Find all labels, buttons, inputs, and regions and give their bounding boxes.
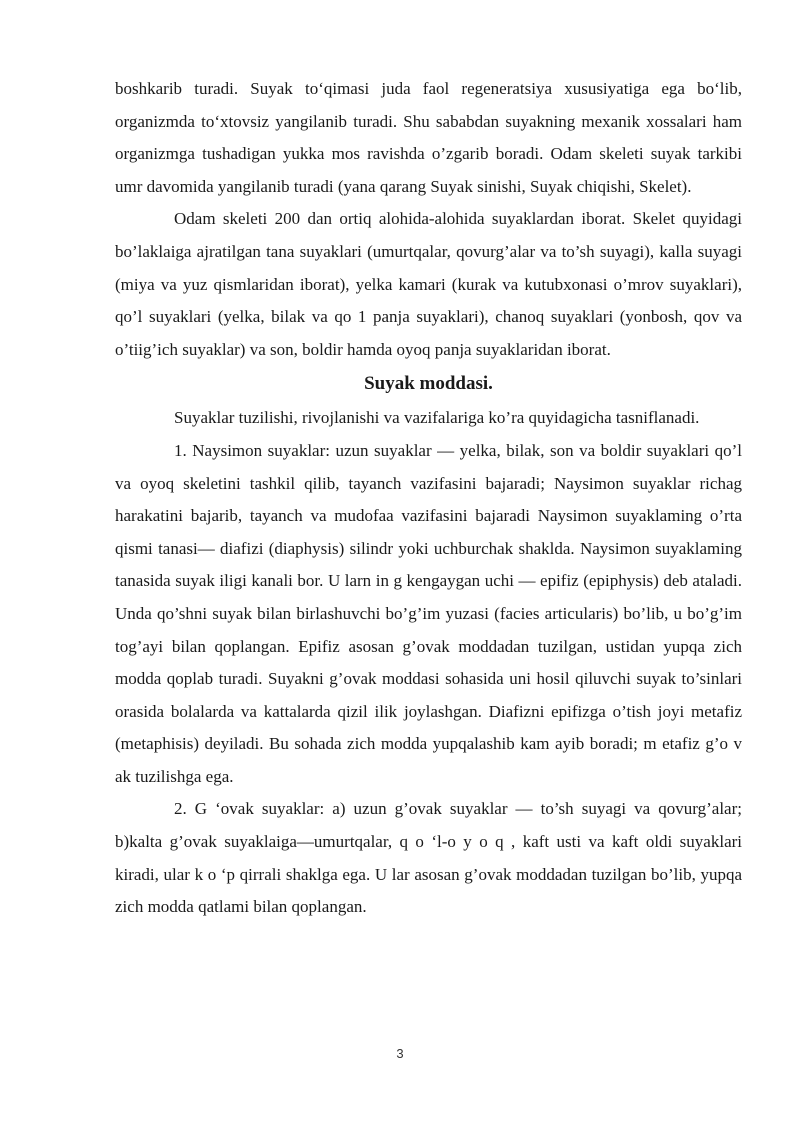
paragraph-skeleton-overview: Odam skeleti 200 dan ortiq alohida-alohida suyaklardan iborat. Skelet quyidagi bo’laklaiga ajratilgan tana suyaklari (umurtqalar, qovurg’alar va to’sh suyagi), kalla suyagi (miya va yuz qismlaridan iborat), yelka kamari (kurak va kutubxonasi o’mrov suyaklari), qo’l suyaklari (yelka, bilak va qo 1 panja suyaklari), chanoq suyaklari (yonbosh, qov va o’tiig’ich suyaklar) va son, boldir hamda oyoq panja suyaklaridan iborat.: [115, 209, 742, 359]
document-page: [115, 73, 742, 924]
paragraph-tubular-bones: 1. Naysimon suyaklar: uzun suyaklar — yelka, bilak, son va boldir suyaklari qo’l va oyoq skeletini tashkil qilib, tayanch vazifasini bajaradi; Naysimon suyaklar richag harakatini bajarib, tayanch va mudofaa vazifasini bajaradi Naysimon suyaklaming o’rta qismi tanasi— diafizi (diaphysis) silindr yoki uchburchak shaklda. Naysimon suyaklaming tanasida suyak iligi kanali bor. U larn in g kengaygan uchi — epifiz (epiphysis) deb ataladi. Unda qo’shni suyak bilan birlashuvchi bo’g’im yuzasi (facies articularis) bo’lib, u bo’g’im tog’ayi bilan qoplangan. Epifiz asosan g’ovak moddadan tuzilgan, ustidan yupqa zich modda qoplab turadi. Suyakni g’ovak moddasi sohasida uni hosil qiluvchi suyak to’sinlari orasida bolalarda va kattalarda qizil ilik joylashgan. Diafizni epifizga o’tish joyi metafiz (metaphisis) deyiladi. Bu sohada zich modda yupqalashib kam ayib boradi; m etafiz g’o v ak tuzilishga ega.: [115, 440, 742, 786]
paragraph-classification-intro: Suyaklar tuzilishi, rivojlanishi va vazifalariga ko’ra quyidagicha tasniflanadi.: [174, 408, 700, 428]
paragraph-continuation: boshkarib turadi. Suyak to‘qimasi juda faol regeneratsiya xususiyatiga ega bo‘lib, organizmda to‘xtovsiz yangilanib turadi. Shu sababdan suyakning mexanik xossalari ham organizmga tushadigan yukka mos ravishda o’zgarib boradi. Odam skeleti suyak tarkibi umr davomida yangilanib turadi (yana qarang Suyak sinishi, Suyak chiqishi, Skelet).: [115, 79, 742, 196]
page-number: 3: [396, 1046, 404, 1061]
section-heading: Suyak moddasi.: [364, 373, 493, 395]
paragraph-spongy-bones: 2. G ‘ovak suyaklar: a) uzun g’ovak suyaklar — to’sh suyagi va qovurg’alar; b)kalta g’ovak suyaklaiga—umurtqalar, q o ‘l-o y o q , kaft usti va kaft oldi suyaklari kiradi, ular k o ‘p qirrali shaklga ega. U lar asosan g’ovak moddadan tuzilgan bo’lib, yupqa zich modda qatlami bilan qoplangan.: [115, 799, 742, 917]
